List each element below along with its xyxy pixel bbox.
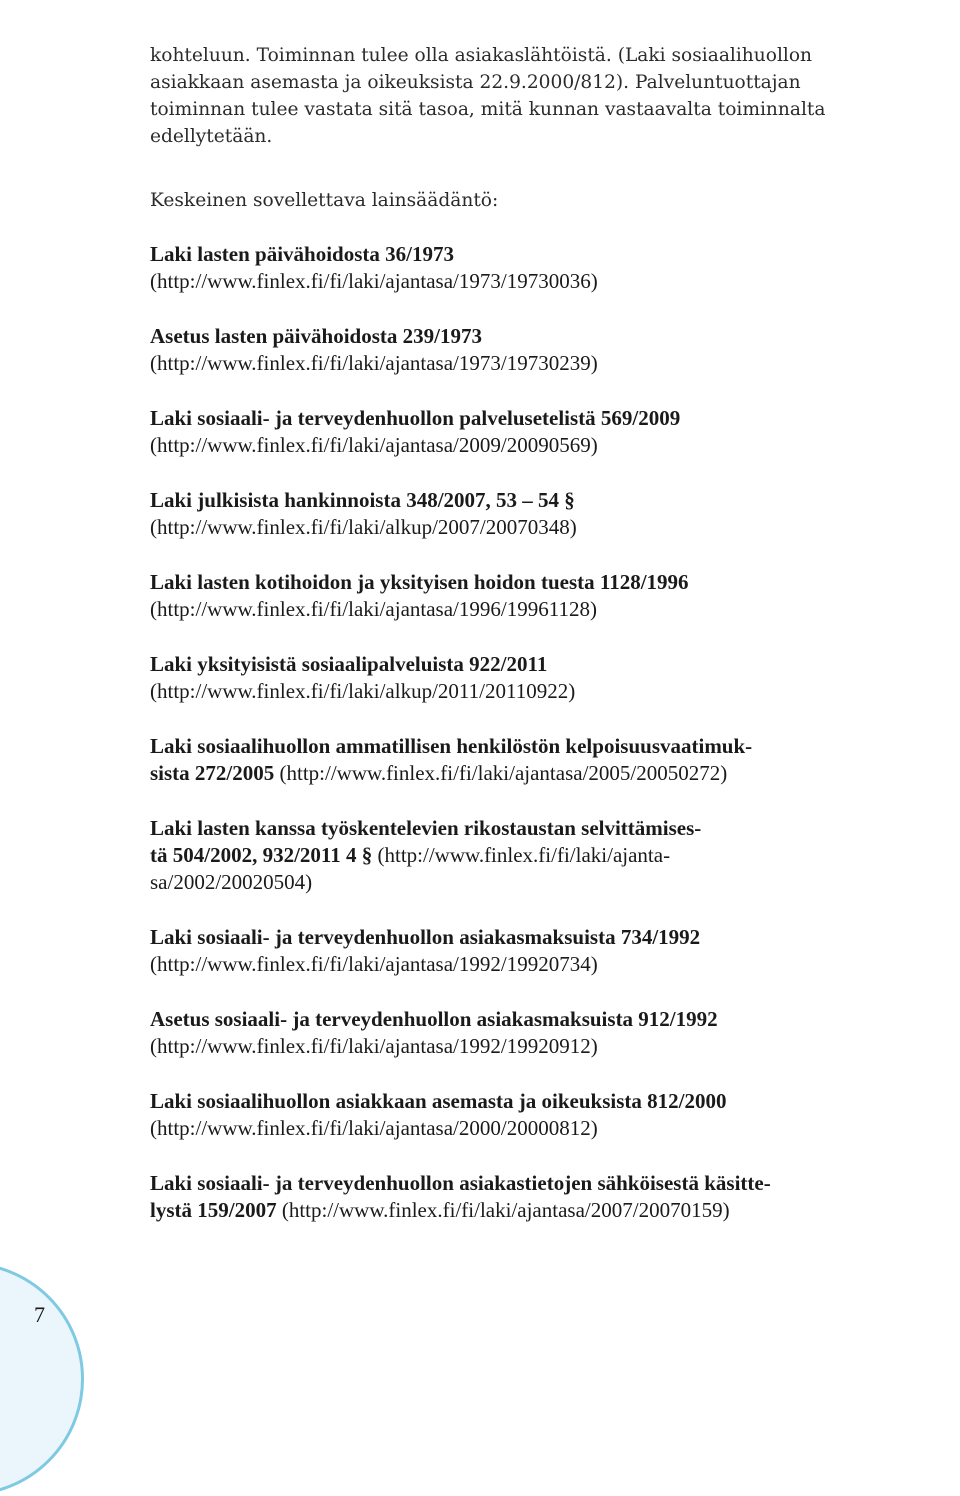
law-title-cont: tä 504/2002, 932/2011 4 § — [150, 843, 373, 867]
law-url[interactable]: (http://www.finlex.fi/fi/laki/ajanta- — [372, 843, 671, 867]
intro-paragraph — [150, 42, 830, 150]
law-url[interactable]: (http://www.finlex.fi/fi/laki/ajantasa/1992/19920734) — [150, 952, 598, 976]
law-title: Laki sosiaalihuollon ammatillisen henkilöstön kelpoisuusvaatimuk- — [150, 734, 753, 758]
intro-line: kohteluun. Toiminnan tulee olla asiakaslähtöistä. (Laki sosiaalihuollon — [150, 45, 813, 66]
law-entry — [150, 241, 830, 295]
law-title: Laki lasten kanssa työskentelevien rikostaustan selvittämises- — [150, 816, 702, 840]
law-entry — [150, 733, 830, 787]
law-entry — [150, 1088, 830, 1142]
law-title: Asetus lasten päivähoidosta 239/1973 — [150, 324, 482, 348]
section-heading: Keskeinen sovellettava lainsäädäntö: — [150, 190, 499, 211]
law-url[interactable]: (http://www.finlex.fi/fi/laki/ajantasa/1973/19730239) — [150, 351, 598, 375]
intro-line: edellytetään. — [150, 126, 273, 147]
law-entry — [150, 815, 830, 896]
law-url[interactable]: (http://www.finlex.fi/fi/laki/ajantasa/2005/20050272) — [274, 761, 728, 785]
law-url[interactable]: (http://www.finlex.fi/fi/laki/ajantasa/2009/20090569) — [150, 433, 598, 457]
law-entry — [150, 1006, 830, 1060]
law-url[interactable]: (http://www.finlex.fi/fi/laki/ajantasa/1973/19730036) — [150, 269, 598, 293]
law-title: Laki yksityisistä sosiaalipalveluista 922/2011 — [150, 652, 548, 676]
law-title: Laki lasten kotihoidon ja yksityisen hoidon tuesta 1128/1996 — [150, 570, 689, 594]
law-entry — [150, 405, 830, 459]
law-title: Laki sosiaali- ja terveydenhuollon palvelusetelistä 569/2009 — [150, 406, 681, 430]
law-title: Laki sosiaali- ja terveydenhuollon asiakastietojen sähköisestä käsitte- — [150, 1171, 771, 1195]
law-entry — [150, 924, 830, 978]
law-title-cont: sista 272/2005 — [150, 761, 275, 785]
law-entry — [150, 569, 830, 623]
law-url[interactable]: (http://www.finlex.fi/fi/laki/ajantasa/1992/19920912) — [150, 1034, 598, 1058]
law-title: Asetus sosiaali- ja terveydenhuollon asiakasmaksuista 912/1992 — [150, 1007, 718, 1031]
law-title: Laki julkisista hankinnoista 348/2007, 53 – 54 § — [150, 488, 575, 512]
law-entry — [150, 1170, 830, 1224]
law-entry — [150, 651, 830, 705]
law-list — [150, 241, 830, 1224]
intro-line: toiminnan tulee vastata sitä tasoa, mitä kunnan vastaavalta toiminnalta — [150, 99, 826, 120]
law-url[interactable]: (http://www.finlex.fi/fi/laki/ajantasa/1996/19961128) — [150, 597, 597, 621]
document-body — [150, 42, 830, 1224]
law-title: Laki lasten päivähoidosta 36/1973 — [150, 242, 454, 266]
law-url[interactable]: (http://www.finlex.fi/fi/laki/ajantasa/2000/20000812) — [150, 1116, 598, 1140]
law-title: Laki sosiaali- ja terveydenhuollon asiakasmaksuista 734/1992 — [150, 925, 701, 949]
intro-line: asiakkaan asemasta ja oikeuksista 22.9.2000/812). Palveluntuottajan — [150, 72, 801, 93]
page-number-tab — [0, 1262, 84, 1496]
law-title: Laki sosiaalihuollon asiakkaan asemasta ja oikeuksista 812/2000 — [150, 1089, 727, 1113]
law-url[interactable]: (http://www.finlex.fi/fi/laki/ajantasa/2007/20070159) — [276, 1198, 730, 1222]
page-number: 7 — [34, 1302, 45, 1327]
law-entry — [150, 323, 830, 377]
law-title-cont: lystä 159/2007 — [150, 1198, 277, 1222]
law-entry — [150, 487, 830, 541]
law-url[interactable]: (http://www.finlex.fi/fi/laki/alkup/2007/20070348) — [150, 515, 577, 539]
law-url[interactable]: (http://www.finlex.fi/fi/laki/alkup/2011/20110922) — [150, 679, 576, 703]
law-url-cont[interactable]: sa/2002/20020504) — [150, 870, 313, 894]
